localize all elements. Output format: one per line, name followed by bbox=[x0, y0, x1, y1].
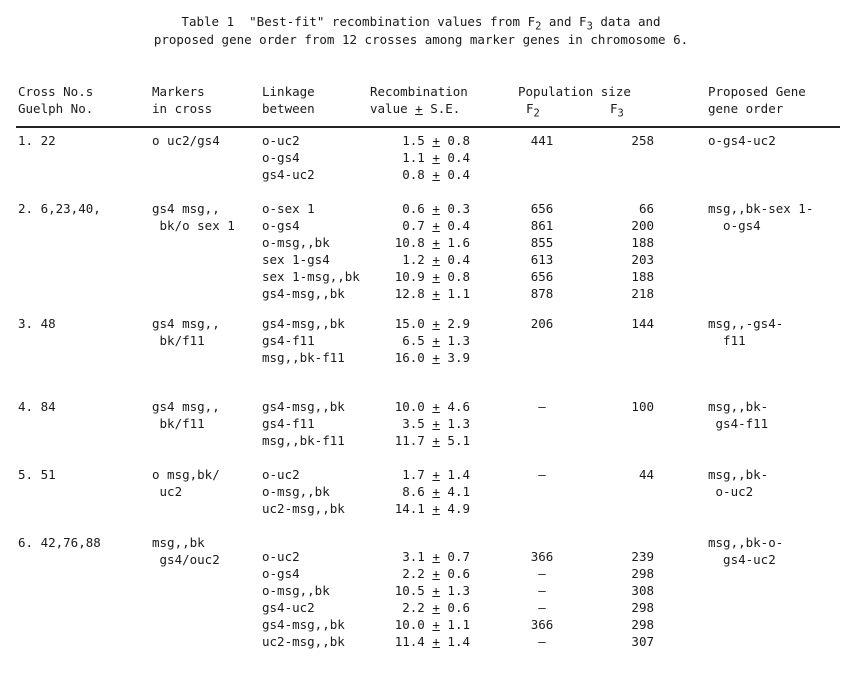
recombination-value bbox=[378, 150, 470, 166]
markers-in-cross: bk/f11 bbox=[152, 333, 205, 348]
value: 2.2 bbox=[402, 600, 433, 615]
linkage-between: o-gs4 bbox=[262, 566, 300, 581]
value: 3.5 bbox=[402, 416, 433, 431]
header-f2: $F_2$ bbox=[526, 101, 540, 120]
linkage-between: gs4-msg,,bk bbox=[262, 286, 345, 301]
proposed-gene-order: gs4-f11 bbox=[708, 416, 769, 431]
value: 10.0 bbox=[394, 617, 433, 632]
header-f3: $F_3$ bbox=[610, 101, 624, 120]
linkage-between: gs4-f11 bbox=[262, 416, 315, 431]
markers-in-cross: msg,,bk bbox=[152, 535, 205, 550]
recombination-value bbox=[378, 566, 470, 582]
plus-minus-symbol: + bbox=[432, 150, 440, 165]
plus-minus-symbol: + bbox=[432, 269, 440, 284]
population-f2: 613 bbox=[530, 252, 554, 267]
standard-error: 0.7 bbox=[439, 549, 470, 564]
recombination-value bbox=[378, 634, 470, 650]
recombination-value bbox=[378, 433, 470, 449]
value: 0.8 bbox=[402, 167, 433, 182]
value: 0.6 bbox=[402, 201, 433, 216]
standard-error: 0.4 bbox=[439, 218, 470, 233]
standard-error: 0.4 bbox=[439, 167, 470, 182]
population-f2: 366 bbox=[530, 617, 554, 632]
recombination-value bbox=[378, 416, 470, 432]
recombination-value bbox=[378, 316, 470, 332]
proposed-gene-order: msg,,bk-o- bbox=[708, 535, 784, 550]
markers-in-cross: bk/o sex 1 bbox=[152, 218, 235, 233]
linkage-between: o-uc2 bbox=[262, 133, 300, 148]
value: 10.0 bbox=[394, 399, 433, 414]
standard-error: 1.4 bbox=[439, 634, 470, 649]
population-f2: – bbox=[538, 583, 546, 598]
plus-minus-symbol: + bbox=[432, 583, 440, 598]
population-f2: 855 bbox=[530, 235, 554, 250]
plus-minus-symbol: + bbox=[432, 218, 440, 233]
plus-minus-symbol: + bbox=[432, 634, 440, 649]
cross-number: 5. 51 bbox=[18, 467, 56, 482]
linkage-between: o-sex 1 bbox=[262, 201, 315, 216]
standard-error: 0.4 bbox=[439, 252, 470, 267]
caption-text: data and bbox=[592, 14, 661, 29]
standard-error: 1.3 bbox=[439, 416, 470, 431]
header-markers: Markers bbox=[152, 84, 205, 99]
standard-error: 0.8 bbox=[439, 133, 470, 148]
caption-subscript: 2 bbox=[535, 20, 542, 33]
linkage-between: sex 1-msg,,bk bbox=[262, 269, 360, 284]
recombination-value bbox=[378, 286, 470, 302]
recombination-value bbox=[378, 218, 470, 234]
markers-in-cross: o uc2/gs4 bbox=[152, 133, 220, 148]
value: 14.1 bbox=[394, 501, 433, 516]
value: 2.2 bbox=[402, 566, 433, 581]
markers-in-cross: gs4 msg,, bbox=[152, 201, 220, 216]
recombination-value bbox=[378, 484, 470, 500]
standard-error: 5.1 bbox=[439, 433, 470, 448]
plus-minus-symbol: + bbox=[432, 617, 440, 632]
plus-minus-symbol: + bbox=[432, 399, 440, 414]
linkage-between: o-msg,,bk bbox=[262, 484, 330, 499]
standard-error: 4.1 bbox=[439, 484, 470, 499]
linkage-between: gs4-msg,,bk bbox=[262, 617, 345, 632]
markers-in-cross: bk/f11 bbox=[152, 416, 205, 431]
standard-error: 4.6 bbox=[439, 399, 470, 414]
standard-error: 1.3 bbox=[439, 333, 470, 348]
population-f3: 298 bbox=[631, 617, 654, 632]
plus-minus-symbol: + bbox=[432, 467, 440, 482]
header-linkage: Linkage bbox=[262, 84, 315, 99]
population-f3: 203 bbox=[631, 252, 654, 267]
linkage-between: o-msg,,bk bbox=[262, 235, 330, 250]
cross-number: 3. 48 bbox=[18, 316, 56, 331]
plus-minus-symbol: + bbox=[432, 235, 440, 250]
plus-minus-symbol: + bbox=[432, 252, 440, 267]
standard-error: 3.9 bbox=[439, 350, 470, 365]
linkage-between: o-msg,,bk bbox=[262, 583, 330, 598]
plus-minus-symbol: + bbox=[415, 101, 423, 116]
recombination-value bbox=[378, 501, 470, 517]
population-f2: – bbox=[538, 566, 546, 581]
population-f3: 188 bbox=[631, 235, 654, 250]
plus-minus-symbol: + bbox=[432, 316, 440, 331]
proposed-gene-order: msg,,bk-sex 1- bbox=[708, 201, 814, 216]
cross-number: 1. 22 bbox=[18, 133, 56, 148]
table-caption-line-2: proposed gene order from 12 crosses among marker genes in chromosome 6. bbox=[153, 32, 689, 47]
plus-minus-symbol: + bbox=[432, 600, 440, 615]
linkage-between: gs4-msg,,bk bbox=[262, 399, 345, 414]
header-between: between bbox=[262, 101, 315, 116]
cross-number: 6. 42,76,88 bbox=[18, 535, 101, 550]
header-value-se: value + S.E. bbox=[370, 101, 461, 116]
proposed-gene-order: msg,,bk- bbox=[708, 467, 769, 482]
header-proposed-gene: Proposed Gene bbox=[708, 84, 806, 99]
standard-error: 1.1 bbox=[439, 286, 470, 301]
population-f2: – bbox=[538, 634, 546, 649]
recombination-value bbox=[378, 201, 470, 217]
linkage-between: uc2-msg,,bk bbox=[262, 634, 345, 649]
proposed-gene-order: gs4-uc2 bbox=[708, 552, 776, 567]
standard-error: 0.4 bbox=[439, 150, 470, 165]
header-rule bbox=[16, 126, 840, 128]
header-guelph-no: Guelph No. bbox=[18, 101, 94, 116]
proposed-gene-order: msg,,-gs4- bbox=[708, 316, 784, 331]
population-f2: 441 bbox=[530, 133, 554, 148]
recombination-value bbox=[378, 235, 470, 251]
standard-error: 1.4 bbox=[439, 467, 470, 482]
proposed-gene-order: msg,,bk- bbox=[708, 399, 769, 414]
header-gene-order: gene order bbox=[708, 101, 784, 116]
population-f2: 366 bbox=[530, 549, 554, 564]
cross-number: 2. 6,23,40, bbox=[18, 201, 101, 216]
population-f2: 861 bbox=[530, 218, 554, 233]
plus-minus-symbol: + bbox=[432, 484, 440, 499]
population-f3: 200 bbox=[631, 218, 654, 233]
value: 1.7 bbox=[402, 467, 433, 482]
markers-in-cross: gs4/ouc2 bbox=[152, 552, 220, 567]
value: 15.0 bbox=[394, 316, 433, 331]
header-population-size: Population size bbox=[518, 84, 631, 99]
linkage-between: uc2-msg,,bk bbox=[262, 501, 345, 516]
standard-error: 0.8 bbox=[439, 269, 470, 284]
recombination-value bbox=[378, 133, 470, 149]
plus-minus-symbol: + bbox=[432, 201, 440, 216]
recombination-value bbox=[378, 549, 470, 565]
population-f3: 239 bbox=[631, 549, 654, 564]
header-cross-no: Cross No.s bbox=[18, 84, 94, 99]
linkage-between: o-uc2 bbox=[262, 549, 300, 564]
linkage-between: sex 1-gs4 bbox=[262, 252, 330, 267]
recombination-value bbox=[378, 583, 470, 599]
linkage-between: o-uc2 bbox=[262, 467, 300, 482]
header-in-cross: in cross bbox=[152, 101, 213, 116]
proposed-gene-order: o-gs4 bbox=[708, 218, 761, 233]
plus-minus-symbol: + bbox=[432, 350, 440, 365]
standard-error: 0.6 bbox=[439, 566, 470, 581]
recombination-value bbox=[378, 269, 470, 285]
standard-error: 1.3 bbox=[439, 583, 470, 598]
population-f2: 656 bbox=[530, 269, 554, 284]
plus-minus-symbol: + bbox=[432, 133, 440, 148]
population-f2: – bbox=[538, 600, 546, 615]
value: 1.5 bbox=[402, 133, 433, 148]
population-f2: 206 bbox=[530, 316, 554, 331]
recombination-value bbox=[378, 350, 470, 366]
standard-error: 0.3 bbox=[439, 201, 470, 216]
plus-minus-symbol: + bbox=[432, 167, 440, 182]
value: 10.8 bbox=[394, 235, 433, 250]
plus-minus-symbol: + bbox=[432, 286, 440, 301]
standard-error: 0.6 bbox=[439, 600, 470, 615]
standard-error: 4.9 bbox=[439, 501, 470, 516]
value: 11.4 bbox=[394, 634, 433, 649]
caption-text: and F bbox=[541, 14, 587, 29]
proposed-gene-order: f11 bbox=[708, 333, 746, 348]
linkage-between: gs4-uc2 bbox=[262, 167, 315, 182]
linkage-between: o-gs4 bbox=[262, 150, 300, 165]
recombination-value bbox=[378, 467, 470, 483]
standard-error: 1.6 bbox=[439, 235, 470, 250]
recombination-value bbox=[378, 617, 470, 633]
population-f3: 298 bbox=[631, 566, 654, 581]
caption-subscript: 3 bbox=[586, 20, 593, 33]
linkage-between: msg,,bk-f11 bbox=[262, 350, 345, 365]
value: 10.9 bbox=[394, 269, 433, 284]
cross-number: 4. 84 bbox=[18, 399, 56, 414]
recombination-value bbox=[378, 399, 470, 415]
linkage-between: msg,,bk-f11 bbox=[262, 433, 345, 448]
linkage-between: o-gs4 bbox=[262, 218, 300, 233]
value: 1.2 bbox=[402, 252, 433, 267]
proposed-gene-order: o-uc2 bbox=[708, 484, 754, 499]
plus-minus-symbol: + bbox=[432, 566, 440, 581]
linkage-between: gs4-msg,,bk bbox=[262, 316, 345, 331]
standard-error: 2.9 bbox=[439, 316, 470, 331]
plus-minus-symbol: + bbox=[432, 549, 440, 564]
value: 12.8 bbox=[394, 286, 433, 301]
value: 6.5 bbox=[402, 333, 433, 348]
value: 8.6 bbox=[402, 484, 433, 499]
recombination-value bbox=[378, 333, 470, 349]
recombination-value bbox=[378, 167, 470, 183]
population-f3: 144 bbox=[631, 316, 654, 331]
population-f3: 44 bbox=[638, 467, 654, 482]
caption-text: Table 1 "Best-fit" recombination values from F bbox=[181, 14, 536, 29]
population-f2: – bbox=[538, 399, 546, 414]
population-f3: 66 bbox=[638, 201, 654, 216]
population-f2: 656 bbox=[530, 201, 554, 216]
population-f3: 308 bbox=[631, 583, 654, 598]
recombination-value bbox=[378, 600, 470, 616]
population-f3: 258 bbox=[631, 133, 654, 148]
markers-in-cross: gs4 msg,, bbox=[152, 316, 220, 331]
standard-error: 1.1 bbox=[439, 617, 470, 632]
population-f3: 298 bbox=[631, 600, 654, 615]
value: 10.5 bbox=[394, 583, 433, 598]
recombination-value bbox=[378, 252, 470, 268]
value: 3.1 bbox=[402, 549, 433, 564]
plus-minus-symbol: + bbox=[432, 416, 440, 431]
markers-in-cross: o msg,bk/ bbox=[152, 467, 220, 482]
value: 0.7 bbox=[402, 218, 433, 233]
header-recombination: Recombination bbox=[370, 84, 468, 99]
plus-minus-symbol: + bbox=[432, 433, 440, 448]
population-f3: 100 bbox=[631, 399, 654, 414]
population-f3: 307 bbox=[631, 634, 654, 649]
markers-in-cross: uc2 bbox=[152, 484, 183, 499]
linkage-between: gs4-f11 bbox=[262, 333, 315, 348]
plus-minus-symbol: + bbox=[432, 501, 440, 516]
value: 1.1 bbox=[402, 150, 433, 165]
value: 11.7 bbox=[394, 433, 433, 448]
proposed-gene-order: o-gs4-uc2 bbox=[708, 133, 776, 148]
linkage-between: gs4-uc2 bbox=[262, 600, 315, 615]
population-f2: – bbox=[538, 467, 546, 482]
population-f2: 878 bbox=[530, 286, 554, 301]
population-f3: 188 bbox=[631, 269, 654, 284]
value: 16.0 bbox=[394, 350, 433, 365]
markers-in-cross: gs4 msg,, bbox=[152, 399, 220, 414]
population-f3: 218 bbox=[631, 286, 654, 301]
plus-minus-symbol: + bbox=[432, 333, 440, 348]
